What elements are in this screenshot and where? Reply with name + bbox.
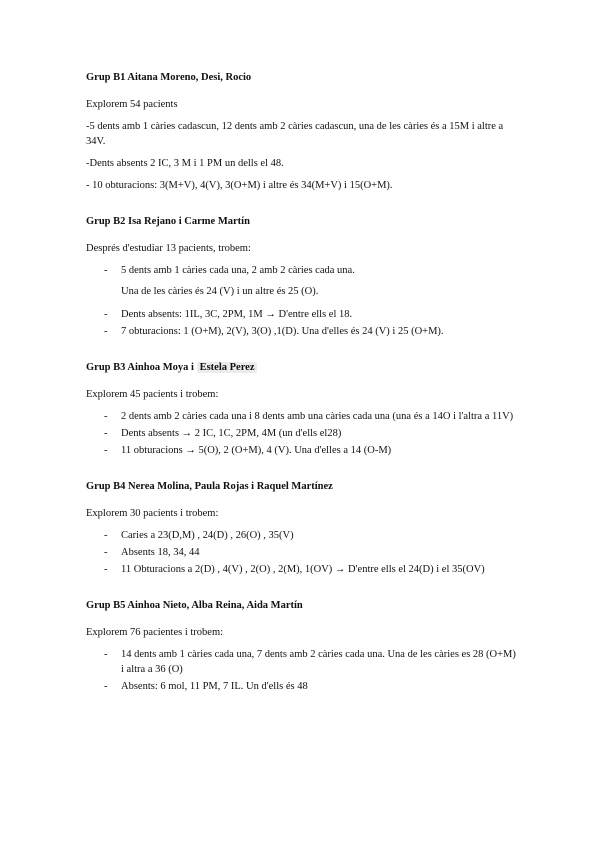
list-item xyxy=(86,324,516,339)
group-intro: Explorem 76 pacientes i trobem: xyxy=(86,627,224,638)
group-heading: Grup B4 Nerea Molina, Paula Rojas i Raquel Martínez xyxy=(86,481,333,492)
group-intro: Explorem 30 pacients i trobem: xyxy=(86,508,219,519)
list-item xyxy=(86,426,516,441)
group-heading: Grup B5 Ainhoa Nieto, Alba Reina, Aida Martín xyxy=(86,600,303,611)
dash-bullet: - xyxy=(104,411,108,422)
group-intro: Explorem 54 pacients xyxy=(86,99,178,110)
list-item xyxy=(86,443,516,458)
group-heading: Grup B1 Aitana Moreno, Desi, Rocio xyxy=(86,72,252,83)
list-item xyxy=(86,679,516,694)
group-b4 xyxy=(86,479,516,577)
group-b1 xyxy=(86,70,516,193)
list-item xyxy=(86,307,516,322)
highlighted-name: Estela Perez xyxy=(197,362,258,373)
dash-bullet: - xyxy=(104,428,108,439)
list-item-text: Absents 18, 34, 44 xyxy=(121,547,200,558)
dash-bullet: - xyxy=(104,445,108,456)
group-b2 xyxy=(86,214,516,339)
dash-bullet: - xyxy=(104,649,108,660)
findings-list xyxy=(86,528,516,577)
list-item-text: 5 dents amb 1 càries cada una, 2 amb 2 càries cada una. xyxy=(121,265,355,276)
dash-bullet: - xyxy=(104,547,108,558)
group-heading xyxy=(86,360,516,375)
findings-list xyxy=(86,409,516,458)
group-b5 xyxy=(86,598,516,694)
list-item xyxy=(86,545,516,560)
list-item-text: 14 dents amb 1 càries cada una, 7 dents amb 2 càries cada una. Una de les càries es 28 (O+M) i altra a 36 (O) xyxy=(121,649,516,675)
dash-bullet: - xyxy=(104,681,108,692)
list-item xyxy=(86,528,516,543)
paragraph: - 10 obturacions: 3(M+V), 4(V), 3(O+M) i altre és 34(M+V) i 15(O+M). xyxy=(86,180,393,191)
list-item xyxy=(86,263,516,278)
list-item-text: Dents absents: 1IL, 3C, 2PM, 1M → D'entre ells el 18. xyxy=(121,309,353,320)
list-item-text: 2 dents amb 2 càries cada una i 8 dents amb una càries cada una (una és a 14O i l'altra a 11V) xyxy=(121,411,514,422)
group-intro: Explorem 45 pacients i trobem: xyxy=(86,389,219,400)
group-intro: Després d'estudiar 13 pacients, trobem: xyxy=(86,243,251,254)
list-item xyxy=(86,409,516,424)
list-item xyxy=(86,562,516,577)
dash-bullet: - xyxy=(104,326,108,337)
paragraph: -5 dents amb 1 càries cadascun, 12 dents amb 2 càries cadascun, una de les càries és a 15M i altre a 34V. xyxy=(86,121,504,147)
list-item-text: Dents absents → 2 IC, 1C, 2PM, 4M (un d'ells el28) xyxy=(121,428,342,439)
findings-list xyxy=(86,647,516,694)
group-heading: Grup B2 Isa Rejano i Carme Martín xyxy=(86,216,250,227)
paragraph: -Dents absents 2 IC, 3 M i 1 PM un dells el 48. xyxy=(86,158,284,169)
dash-bullet: - xyxy=(104,309,108,320)
dash-bullet: - xyxy=(104,530,108,541)
list-item-text: Caries a 23(D,M) , 24(D) , 26(O) , 35(V) xyxy=(121,530,294,541)
dash-bullet: - xyxy=(104,265,108,276)
document-page xyxy=(86,70,516,715)
list-item-text: 11 obturacions → 5(O), 2 (O+M), 4 (V). Una d'elles a 14 (O-M) xyxy=(121,445,392,456)
list-item-continuation: Una de les càries és 24 (V) i un altre és 25 (O). xyxy=(121,286,319,297)
group-b3 xyxy=(86,360,516,458)
list-item-text: 11 Obturacions a 2(D) , 4(V) , 2(O) , 2(M), 1(OV) → D'entre ells el 24(D) i el 35(OV) xyxy=(121,564,485,575)
list-item-text: Absents: 6 mol, 11 PM, 7 IL. Un d'ells és 48 xyxy=(121,681,308,692)
list-item xyxy=(86,647,516,677)
findings-list xyxy=(86,307,516,339)
findings-list xyxy=(86,263,516,278)
dash-bullet: - xyxy=(104,564,108,575)
heading-text: Grup B3 Ainhoa Moya i xyxy=(86,362,197,373)
list-item-text: 7 obturacions: 1 (O+M), 2(V), 3(O) ,1(D). Una d'elles és 24 (V) i 25 (O+M). xyxy=(121,326,444,337)
